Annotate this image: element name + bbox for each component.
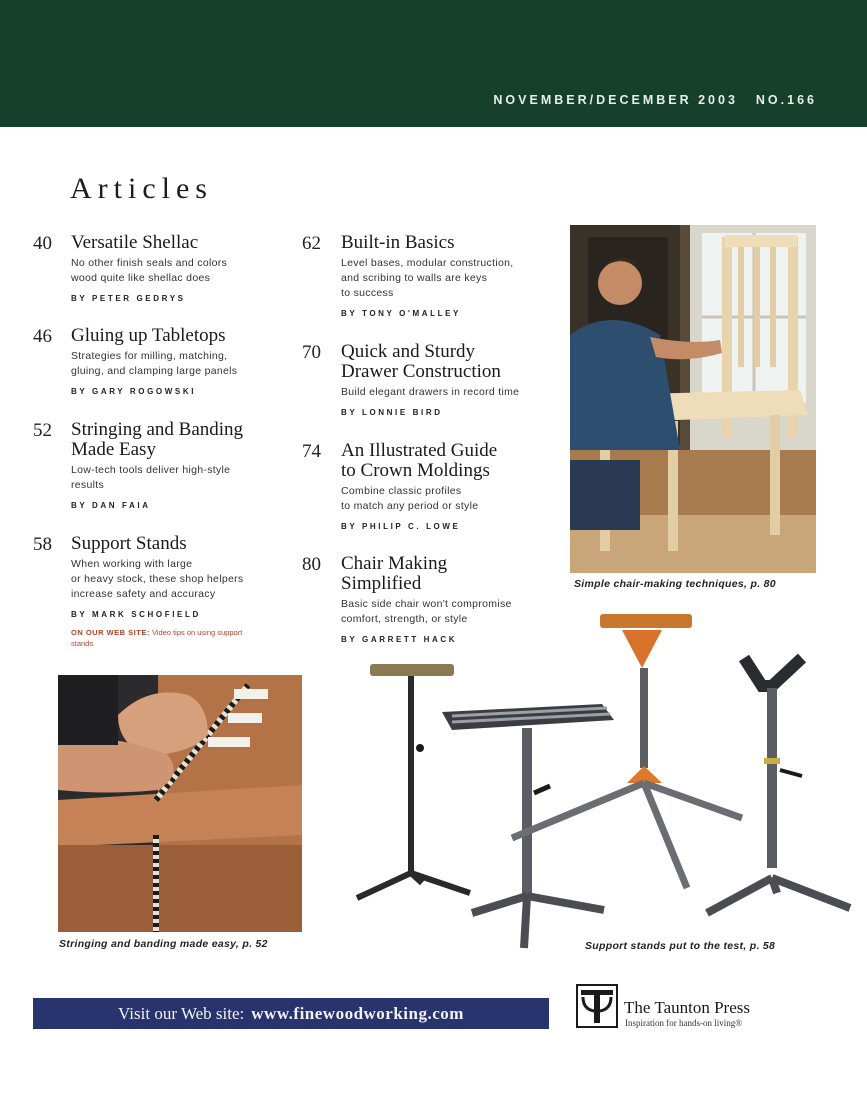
header-band [0, 0, 867, 127]
article-description: Build elegant drawers in record time [341, 386, 520, 398]
article-title[interactable]: Chair Making Simplified [341, 553, 448, 594]
issue-date: NOVEMBER/DECEMBER 2003 [493, 93, 738, 107]
article-title[interactable]: Built-in Basics [341, 232, 455, 253]
section-title: Articles [70, 172, 213, 205]
article-author: BY PHILIP C. LOWE [341, 522, 461, 531]
article-description: Basic side chair won't compromise comfort, strength, or style [341, 598, 512, 625]
issue-line [493, 93, 817, 107]
article-title[interactable]: An Illustrated Guide to Crown Moldings [341, 440, 498, 481]
article-title[interactable]: Gluing up Tabletops [71, 325, 226, 346]
article-title[interactable]: Versatile Shellac [71, 232, 199, 253]
article-page-number: 74 [302, 441, 321, 462]
article-title[interactable]: Quick and Sturdy Drawer Construction [341, 341, 501, 382]
publisher-tagline: Inspiration for hands-on living® [625, 1018, 743, 1028]
article-author: BY MARK SCHOFIELD [71, 610, 201, 619]
web-site-note[interactable]: ON OUR WEB SITE: Video tips on using support stands [71, 628, 243, 648]
article-author: BY TONY O'MALLEY [341, 309, 461, 318]
article-description: Combine classic profiles to match any period or style [341, 485, 479, 512]
stringing-caption: Stringing and banding made easy, p. 52 [59, 938, 268, 950]
article-title[interactable]: Support Stands [71, 533, 187, 554]
chair-making-photo[interactable] [570, 225, 816, 573]
article-author: BY PETER GEDRYS [71, 294, 186, 303]
article-page-number: 70 [302, 342, 321, 363]
publisher-block[interactable] [576, 984, 836, 1032]
website-banner[interactable] [33, 998, 549, 1029]
taunton-press-logo-icon [576, 984, 618, 1028]
stands-caption: Support stands put to the test, p. 58 [585, 940, 776, 952]
article-author: BY DAN FAIA [71, 501, 151, 510]
article-page-number: 52 [33, 420, 52, 441]
article-description: When working with large or heavy stock, these shop helpers increase safety and accuracy [71, 558, 244, 600]
article-description: Strategies for milling, matching, gluing, and clamping large panels [71, 350, 238, 377]
article-description: Level bases, modular construction, and scribing to walls are keys to success [341, 257, 514, 299]
article-title[interactable]: Stringing and Banding Made Easy [71, 419, 244, 460]
website-url[interactable]: www.finewoodworking.com [251, 1003, 464, 1023]
website-prefix: Visit our Web site: [118, 1003, 245, 1023]
support-stands-photo[interactable] [352, 608, 858, 953]
article-author: BY GARRETT HACK [341, 635, 458, 644]
issue-number: NO.166 [755, 93, 817, 107]
article-description: Low-tech tools deliver high-style results [71, 464, 231, 491]
stringing-photo[interactable] [58, 675, 302, 932]
article-author: BY LONNIE BIRD [341, 408, 443, 417]
article-description: No other finish seals and colors wood quite like shellac does [71, 257, 228, 284]
article-page-number: 80 [302, 554, 321, 575]
article-page-number: 40 [33, 233, 52, 254]
article-page-number: 58 [33, 534, 52, 555]
chair-caption: Simple chair-making techniques, p. 80 [574, 578, 776, 590]
article-page-number: 62 [302, 233, 321, 254]
article-page-number: 46 [33, 326, 52, 347]
publisher-name: The Taunton Press [624, 998, 750, 1017]
article-author: BY GARY ROGOWSKI [71, 387, 197, 396]
